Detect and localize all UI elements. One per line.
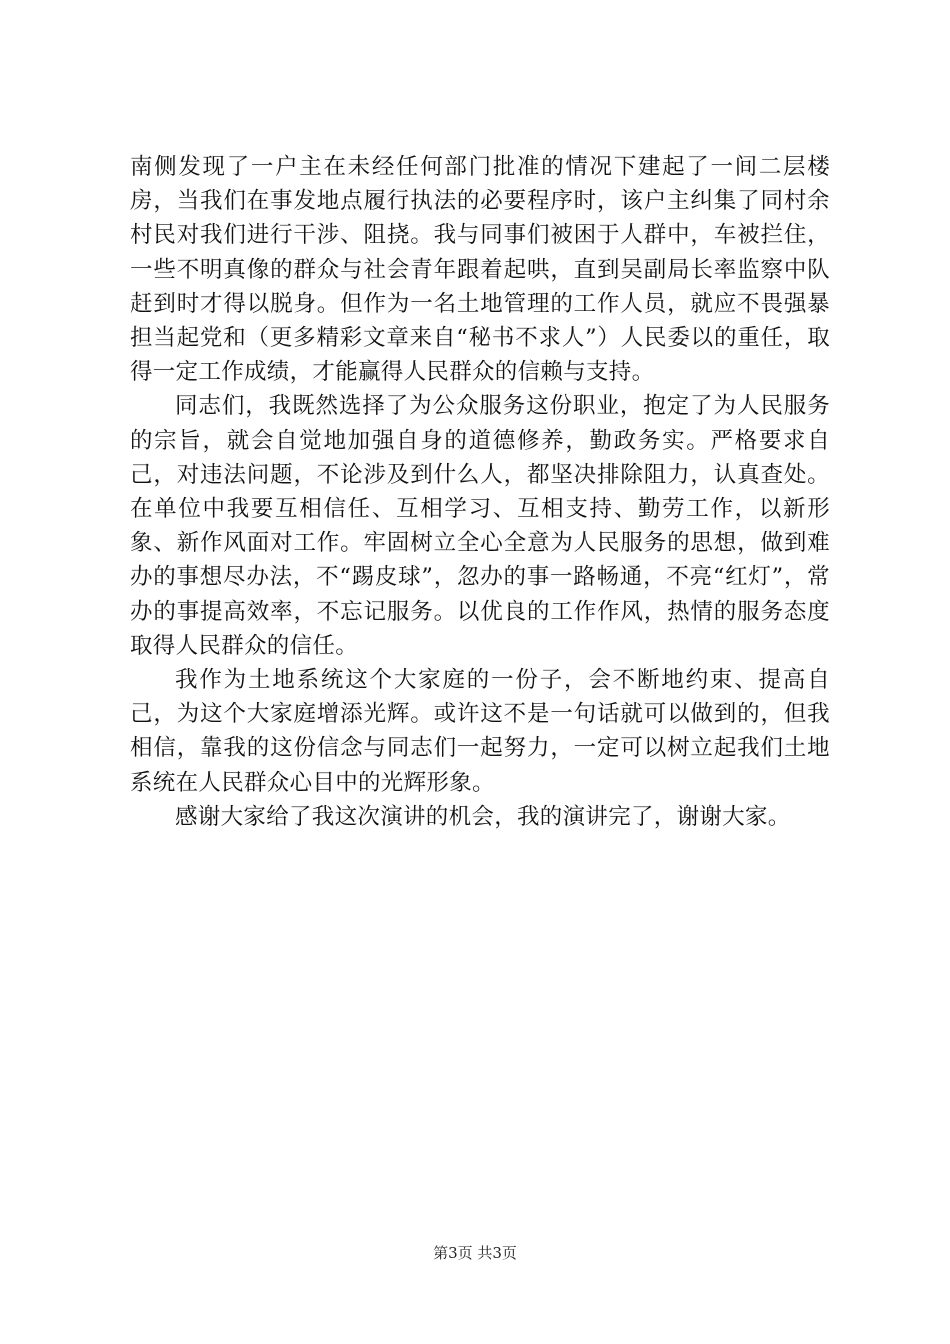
page-number: 第3页 共3页 xyxy=(433,1244,517,1262)
paragraph-thanks: 感谢大家给了我这次演讲的机会，我的演讲完了，谢谢大家。 xyxy=(175,803,791,830)
page-footer xyxy=(0,1243,950,1263)
paragraph-family: 我作为土地系统这个大家庭的一份子，会不断地约束、提高自己，为这个大家庭增添光辉。或许这不是一句话就可以做到的，但我相信，靠我的这份信念与同志们一起努力，一定可以树立起我们土地系统在人民群众心目中的光辉形象。 xyxy=(130,667,830,796)
document-body xyxy=(130,150,830,834)
paragraph-commitment: 同志们，我既然选择了为公众服务这份职业，抱定了为人民服务的宗旨，就会自觉地加强自身的道德修养，勤政务实。严格要求自己，对违法问题，不论涉及到什么人，都坚决排除阻力，认真查处。在单位中我要互相信任、互相学习、互相支持、勤劳工作，以新形象、新作风面对工作。牢固树立全心全意为人民服务的思想，做到难办的事想尽办法，不“踢皮球”，忽办的事一路畅通，不亮“红灯”，常办的事提高效率，不忘记服务。以优良的工作作风，热情的服务态度取得人民群众的信任。 xyxy=(130,393,830,659)
paragraph-continued: 南侧发现了一户主在未经任何部门批准的情况下建起了一间二层楼房，当我们在事发地点履行执法的必要程序时，该户主纠集了同村余村民对我们进行干涉、阻挠。我与同事们被困于人群中，车被拦住，一些不明真像的群众与社会青年跟着起哄，直到吴副局长率监察中队赶到时才得以脱身。但作为一名土地管理的工作人员，就应不畏强暴担当起党和（更多精彩文章来自“秘书不求人”）人民委以的重任，取得一定工作成绩，才能赢得人民群众的信赖与支持。 xyxy=(130,154,830,386)
